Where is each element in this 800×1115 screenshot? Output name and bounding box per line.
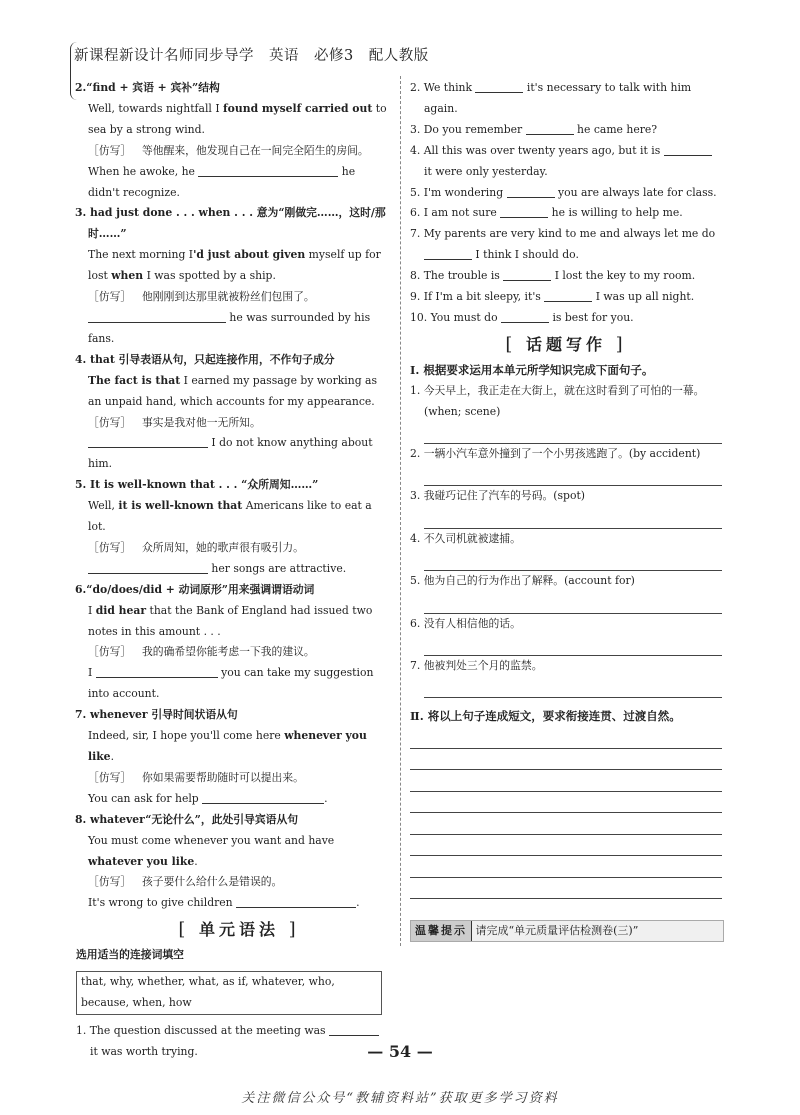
grammar-item-2: 2. We think it's necessary to talk with him again. [410,78,722,120]
answer-blank[interactable] [96,663,218,678]
essay-line[interactable] [410,856,722,878]
answer-blank[interactable] [544,287,592,302]
section-3-question: he was surrounded by his fans. [88,308,390,350]
section-5-title: 5. It is well-known that . . . “众所周知……” [75,478,319,492]
section-3-example: The next morning I'd just about given myself up for lost when I was spotted by a ship. [88,248,381,283]
section-3-title: 3. had just done . . . when . . . 意为“刚做完……，这时/那时……” [75,206,386,241]
page-number: — 54 — [367,1042,433,1061]
section-8-title: 8. whatever“无论什么”，此处引导宾语从句 [75,812,299,826]
writing-item: 2. 一辆小汽车意外撞到了一个小男孩逃跑了。(by accident) [410,447,701,460]
answer-blank[interactable] [88,308,226,323]
writing-line[interactable] [424,550,722,572]
answer-blank[interactable] [501,308,549,323]
section-2-title: 2.“find + 宾语 + 宾补”结构 [75,81,220,94]
grammar-item-9: 9. If I'm a bit sleepy, it's I was up all night. [410,287,722,308]
left-column [75,78,390,1063]
grammar-item-8: 8. The trouble is I lost the key to my room. [410,266,722,287]
page-header: 新课程新设计名师同步导学 英语 必修3 配人教版 [74,48,429,64]
section-8-example: You must come whenever you want and have whatever you like. [88,833,335,868]
essay-line[interactable] [410,749,722,771]
section-8-question: It's wrong to give children . [88,893,390,914]
answer-blank[interactable] [507,183,555,198]
grammar-item-4: 4. All this was over twenty years ago, but it is it were only yesterday. [410,141,722,183]
grammar-item-7: 7. My parents are very kind to me and always let me do I think I should do. [410,227,716,262]
answer-blank[interactable] [202,789,324,804]
writing-item: 6. 没有人相信他的话。 [410,616,521,630]
grammar-item-6: 6. I am not sure he is willing to help me. [410,203,722,224]
answer-blank[interactable] [500,203,548,218]
section-4-title: 4. that 引导表语从句，只起连接作用，不作句子成分 [75,352,335,366]
column-divider [400,76,401,946]
tip-label: 温馨提示 [411,921,472,941]
section-7-example: Indeed, sir, I hope you'll come here whenever you like. [88,729,367,763]
essay-line[interactable] [410,792,722,814]
section-5-example: Well, it is well-known that Americans like to eat a lot. [88,499,372,534]
grammar-instruction: 选用适当的连接词填空 [76,948,184,962]
writing-item: 5. 他为自己的行为作出了解释。(account for) [410,574,635,588]
section-7-question: You can ask for help . [88,789,390,810]
section-7-prompt: ［仿写］ 你如果需要帮助随时可以提出来。 [88,770,304,784]
section-2-example: Well, towards nightfall I found myself carried out to sea by a strong wind. [88,101,387,136]
grammar-item-1: 1. The question discussed at the meeting was it was worth trying. [76,1021,390,1063]
section-7-title: 7. whenever 引导时间状语从句 [75,708,238,722]
essay-line[interactable] [410,727,722,749]
answer-blank[interactable] [503,266,551,281]
writing-line[interactable] [424,423,722,445]
essay-line[interactable] [410,878,722,900]
writing-line[interactable] [424,677,722,699]
section-6-prompt: ［仿写］ 我的确希望你能考虑一下我的建议。 [88,645,315,659]
section-5-question: her songs are attractive. [88,559,390,580]
section-6-title: 6.“do/does/did + 动词原形”用来强调谓语动词 [75,582,315,596]
answer-blank[interactable] [664,141,712,156]
grammar-item-5: 5. I'm wondering you are always late for class. [410,183,722,204]
writing-line[interactable] [424,465,722,487]
writing-item: 1. 今天早上，我正走在大街上，就在这时看到了可怕的一幕。(when; scene) [410,383,705,418]
answer-blank[interactable] [88,559,208,574]
answer-blank[interactable] [88,433,208,448]
tip-text: 请完成“单元质量评估检测卷(三)” [475,924,639,937]
section-5-prompt: ［仿写］ 众所周知，她的歌声很有吸引力。 [88,540,304,554]
writing-section-title: [ 话题写作 ] [505,333,627,355]
section-2-question: When he awoke, he he didn't recognize. [88,162,390,204]
grammar-item-3: 3. Do you remember he came here? [410,120,722,141]
answer-blank[interactable] [424,245,472,260]
answer-blank[interactable] [329,1021,379,1036]
word-bank-box: that, why, whether, what, as if, whatever, who, because, when, how [76,971,382,1015]
essay-line[interactable] [410,899,722,921]
footer-note: 关注微信公众号“教辅资料站”获取更多学习资料 [241,1091,559,1106]
writing-part-2: Ⅱ. 将以上句子连成短文，要求衔接连贯、过渡自然。 [410,709,681,724]
writing-line[interactable] [424,592,722,614]
writing-part-1: Ⅰ. 根据要求运用本单元所学知识完成下面句子。 [410,362,654,377]
answer-blank[interactable] [526,120,574,135]
section-4-prompt: ［仿写］ 事实是我对他一无所知。 [88,415,261,429]
answer-blank[interactable] [198,162,338,177]
answer-blank[interactable] [475,78,523,93]
section-2-prompt: ［仿写］ 等他醒来，他发现自己在一间完全陌生的房间。 [88,143,369,157]
writing-item: 4. 不久司机就被逮捕。 [410,531,521,545]
essay-line[interactable] [410,813,722,835]
grammar-section-title: [ 单元语法 ] [178,919,300,941]
writing-item: 7. 他被判处三个月的监禁。 [410,659,543,673]
essay-line[interactable] [410,770,722,792]
grammar-item-10: 10. You must do is best for you. [410,308,722,329]
section-4-question: I do not know anything about him. [88,433,390,475]
section-3-prompt: ［仿写］ 他刚刚到达那里就被粉丝们包围了。 [88,290,315,304]
right-column [410,78,722,921]
essay-line[interactable] [410,835,722,857]
writing-item: 3. 我碰巧记住了汽车的号码。(spot) [410,489,586,503]
tip-banner [410,920,724,942]
section-6-example: I did hear that the Bank of England had issued two notes in this amount . . . [88,603,373,638]
writing-line[interactable] [424,507,722,529]
section-4-example: The fact is that I earned my passage by working as an unpaid hand, which accounts for my appearance. [88,373,378,408]
answer-blank[interactable] [236,893,356,908]
writing-line[interactable] [424,635,722,657]
section-8-prompt: ［仿写］ 孩子要什么给什么是错误的。 [88,875,283,889]
section-6-question: I you can take my suggestion into account. [88,663,390,705]
